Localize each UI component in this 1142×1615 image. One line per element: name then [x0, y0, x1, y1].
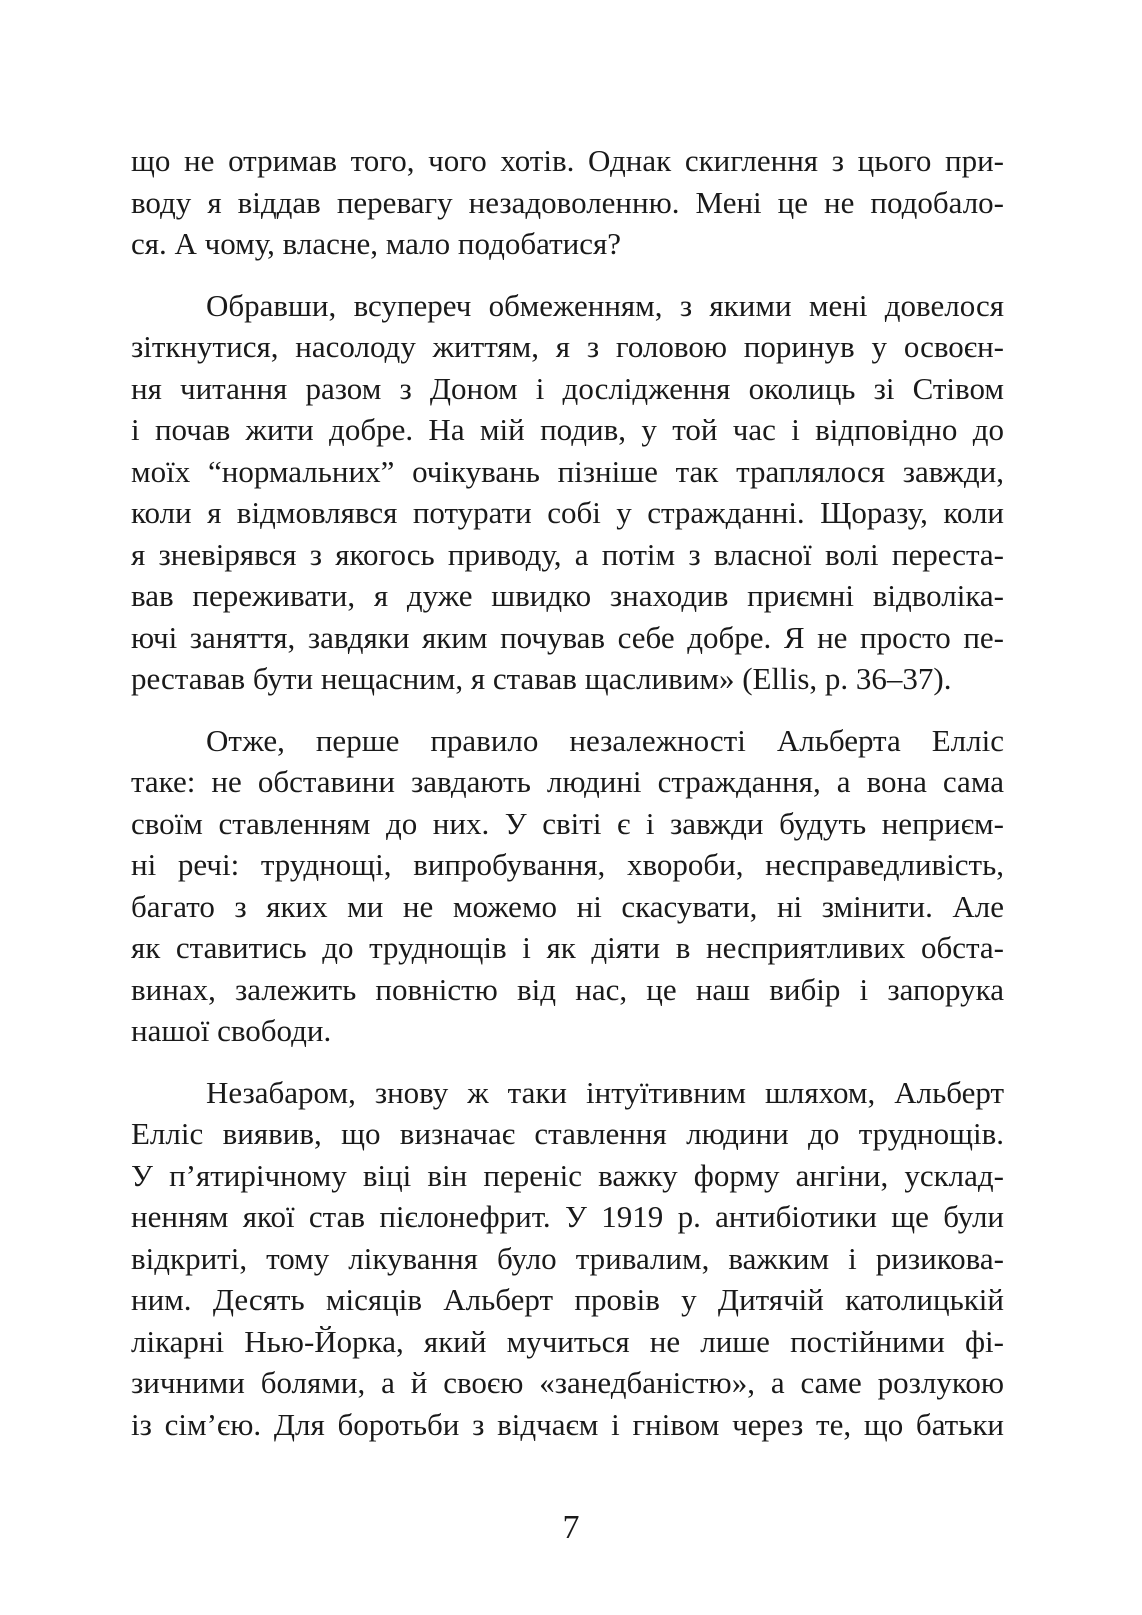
text-line: воду я віддав перевагу незадоволенню. Мені це не подобало- [131, 184, 1004, 220]
paragraph-3 [131, 720, 1004, 1052]
text-line: моїх “нормальних” очікувань пізніше так траплялося завжди, [131, 453, 1004, 489]
text-line: багато з яких ми не можемо ні скасувати, ні змінити. Але [131, 888, 1004, 924]
text-line: із сім’єю. Для боротьби з відчаєм і гнівом через те, що батьки [131, 1406, 1004, 1442]
text-line: ючі заняття, завдяки яким почував себе добре. Я не просто пе- [131, 619, 1004, 655]
text-line: як ставитись до труднощів і як діяти в несприятливих обста- [131, 930, 1004, 965]
text-line: ся. А чому, власне, мало подобатися? [131, 226, 622, 261]
text-line: винах, залежить повністю від нас, це наш вибір і запорука [131, 971, 1004, 1007]
text-line: таке: не обставини завдають людині страждання, а вона сама [131, 764, 1004, 799]
text-line: ненням якої став пієлонефрит. У 1919 р. антибіотики ще були [131, 1199, 1004, 1234]
text-line: Елліс виявив, що визначає ставлення людини до труднощів. [131, 1116, 1004, 1151]
text-line: Обравши, всупереч обмеженням, з якими мені довелося [206, 287, 1004, 323]
text-line: відкриті, тому лікування було тривалим, важким і ризикова- [131, 1240, 1004, 1276]
text-line: ня читання разом з Доном і дослідження околиць зі Стівом [131, 370, 1004, 406]
text-line: що не отримав того, чого хотів. Однак скиглення з цього при- [131, 143, 1004, 178]
text-line: коли я відмовлявся потурати собі у стражданні. Щоразу, коли [131, 495, 1004, 530]
text-line: і почав жити добре. На мій подив, у той час і відповідно до [131, 412, 1004, 447]
paragraph-1 [131, 140, 1004, 265]
paragraph-2 [131, 285, 1004, 700]
text-line: своїм ставленням до них. У світі є і завжди будуть неприєм- [131, 805, 1004, 841]
text-line: ні речі: труднощі, випробування, хвороби, несправедливість, [131, 847, 1004, 882]
text-line: У п’ятирічному віці він переніс важку форму ангіни, усклад- [131, 1157, 1004, 1193]
text-line: зіткнутися, насолоду життям, я з головою поринув у освоєн- [131, 329, 1004, 364]
text-line: зичними болями, а й своєю «занедбаністю», а саме розлукою [131, 1365, 1004, 1400]
paragraph-4 [131, 1072, 1004, 1446]
text-line: я зневірявся з якогось приводу, а потім з власної волі переста- [131, 536, 1004, 572]
text-line: вав переживати, я дуже швидко знаходив приємні відволіка- [131, 578, 1004, 613]
text-line: ним. Десять місяців Альберт провів у Дитячій католицькій [131, 1282, 1004, 1317]
text-line: Незабаром, знову ж таки інтуїтивним шляхом, Альберт [206, 1074, 1004, 1110]
text-line: нашої свободи. [131, 1013, 332, 1048]
text-line: реставав бути нещасним, я ставав щасливим» (Ellis, p. 36–37). [131, 661, 952, 696]
text-line: лікарні Нью-Йорка, який мучиться не лише постійними фі- [131, 1323, 1004, 1359]
text-line: Отже, перше правило незалежності Альберта Елліс [206, 722, 1004, 758]
page-body [131, 140, 1004, 1445]
page-number: 7 [562, 1509, 580, 1546]
